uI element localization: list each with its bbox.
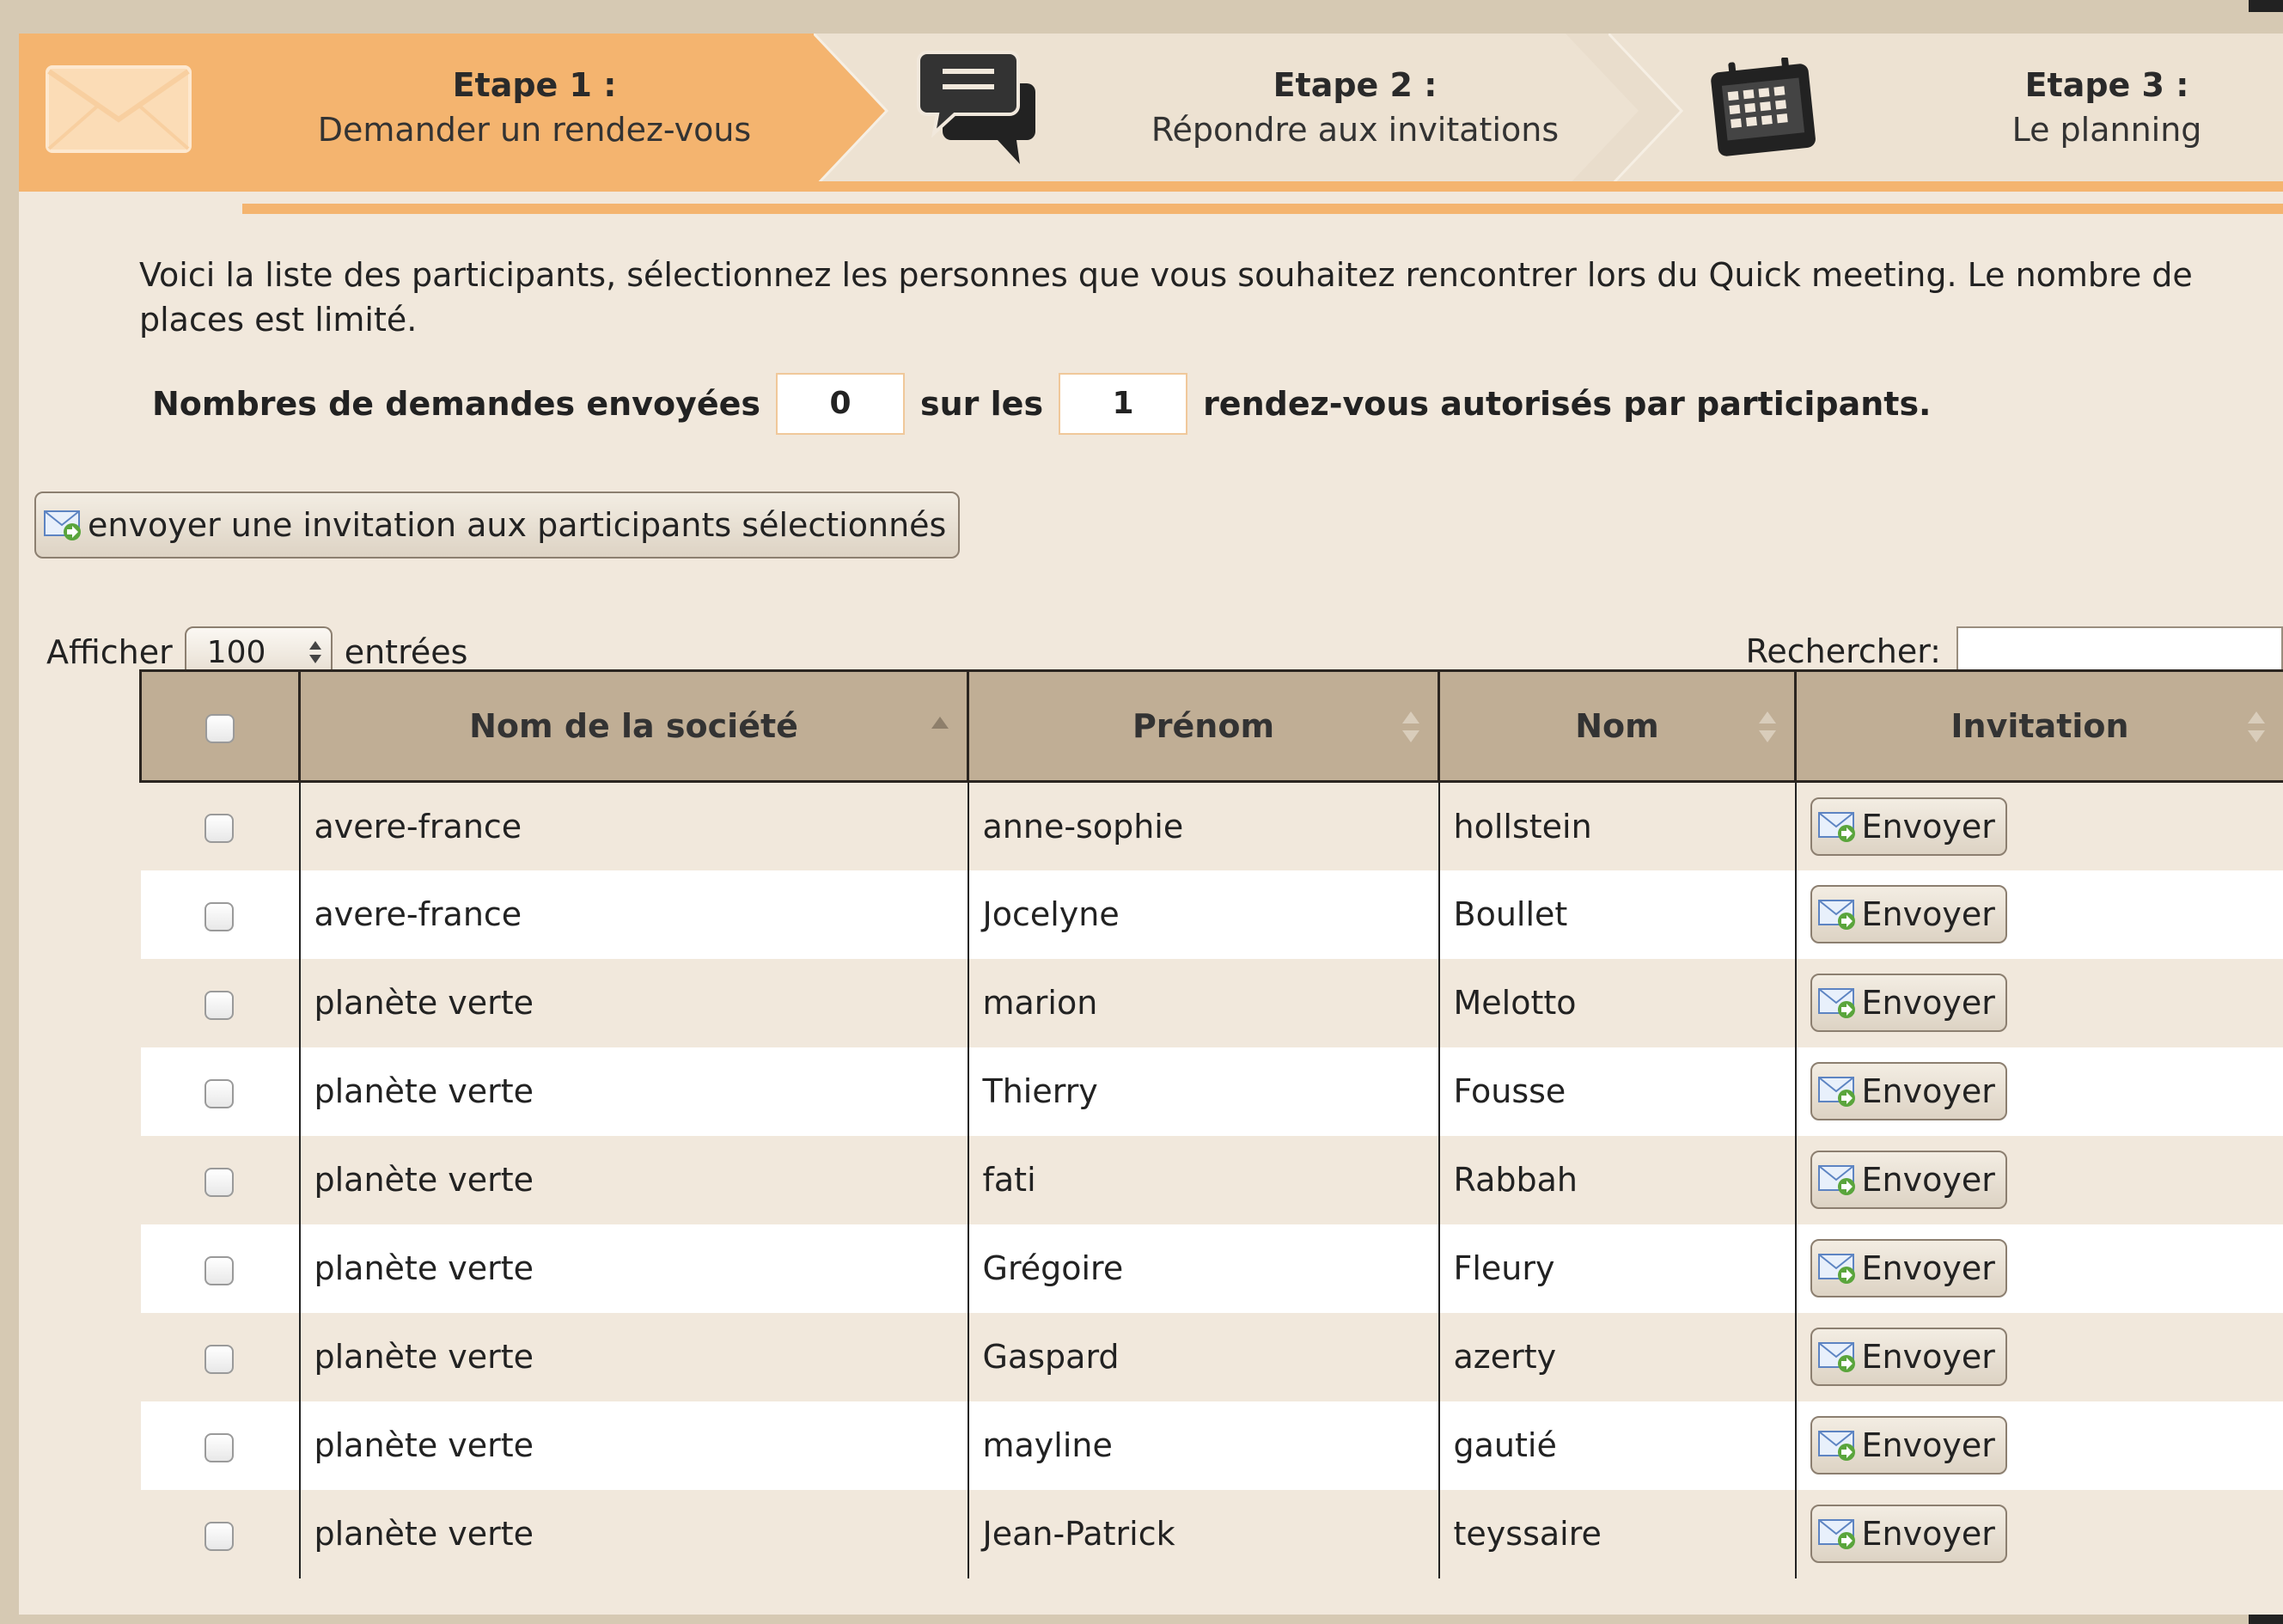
row-checkbox[interactable] <box>204 1256 234 1285</box>
participants-table <box>139 669 2283 1578</box>
chat-bubbles-icon <box>917 49 1037 169</box>
send-mail-icon <box>43 508 84 542</box>
step-1-subtitle: Demander un rendez-vous <box>317 111 752 149</box>
send-invitation-label: Envoyer <box>1861 1072 1995 1110</box>
column-header-company[interactable] <box>300 671 968 782</box>
send-invitation-label: Envoyer <box>1861 895 1995 933</box>
select-all-checkbox[interactable] <box>205 714 235 743</box>
table-row <box>141 870 2283 959</box>
search-label: Rechercher: <box>1745 632 1941 670</box>
company-cell: planète verte <box>300 1313 968 1401</box>
step-2-text <box>1097 63 1613 152</box>
row-select-cell <box>141 959 300 1047</box>
step-3-text <box>1935 63 2279 152</box>
lastname-cell: gautié <box>1439 1401 1796 1490</box>
row-select-cell <box>141 1136 300 1224</box>
steps-bar <box>19 34 2283 188</box>
send-mail-icon <box>1817 809 1859 844</box>
invitation-cell <box>1796 1047 2283 1136</box>
row-select-cell <box>141 782 300 870</box>
lastname-cell: Fousse <box>1439 1047 1796 1136</box>
row-select-cell <box>141 1401 300 1490</box>
send-mail-icon <box>1817 897 1859 931</box>
company-cell: planète verte <box>300 1136 968 1224</box>
lastname-cell: hollstein <box>1439 782 1796 870</box>
step-1-title: Etape 1 : <box>452 66 617 104</box>
send-invitation-button[interactable] <box>1810 885 2007 943</box>
table-row <box>141 1136 2283 1224</box>
select-all-header <box>141 671 300 782</box>
row-checkbox[interactable] <box>204 991 234 1020</box>
send-invitation-button[interactable] <box>1810 974 2007 1032</box>
firstname-cell: fati <box>968 1136 1439 1224</box>
send-mail-icon <box>1817 986 1859 1020</box>
send-invitation-button[interactable] <box>1810 1151 2007 1209</box>
step-3[interactable] <box>1608 34 2283 188</box>
select-arrows-icon <box>308 639 322 665</box>
firstname-cell: marion <box>968 959 1439 1047</box>
row-checkbox[interactable] <box>204 1079 234 1108</box>
step-2[interactable] <box>814 34 1639 188</box>
invitation-cell <box>1796 1313 2283 1401</box>
step-3-subtitle: Le planning <box>2011 111 2202 149</box>
send-invitation-label: Envoyer <box>1861 1161 1995 1199</box>
sent-count: 0 <box>776 373 905 435</box>
participants-table-wrapper <box>139 669 2283 1578</box>
row-select-cell <box>141 1313 300 1401</box>
steps-separator <box>242 204 2283 214</box>
company-cell: planète verte <box>300 1047 968 1136</box>
invitation-cell <box>1796 1136 2283 1224</box>
invitation-cell <box>1796 1224 2283 1313</box>
column-header-invitation-label: Invitation <box>1950 707 2129 745</box>
request-counts <box>152 373 1932 435</box>
page-length-value: 100 <box>206 634 266 670</box>
row-select-cell <box>141 870 300 959</box>
table-row <box>141 1401 2283 1490</box>
invitation-cell <box>1796 870 2283 959</box>
column-header-lastname-label: Nom <box>1575 707 1659 745</box>
send-mail-icon <box>1817 1251 1859 1285</box>
sort-both-icon <box>1401 710 1420 744</box>
send-invitation-button[interactable] <box>1810 1328 2007 1386</box>
firstname-cell: anne-sophie <box>968 782 1439 870</box>
invite-selected-label: envoyer une invitation aux participants sélectionnés <box>88 506 947 544</box>
table-row <box>141 1224 2283 1313</box>
company-cell: planète verte <box>300 959 968 1047</box>
lastname-cell: Melotto <box>1439 959 1796 1047</box>
column-header-lastname[interactable] <box>1439 671 1796 782</box>
firstname-cell: Jean-Patrick <box>968 1490 1439 1578</box>
calendar-icon <box>1707 58 1819 161</box>
allowed-count: 1 <box>1059 373 1187 435</box>
send-mail-icon <box>1817 1074 1859 1108</box>
table-body <box>141 782 2283 1578</box>
send-invitation-label: Envoyer <box>1861 984 1995 1022</box>
send-mail-icon <box>1817 1517 1859 1551</box>
count-suffix: rendez-vous autorisés par participants. <box>1203 385 1932 423</box>
row-select-cell <box>141 1047 300 1136</box>
table-row <box>141 1313 2283 1401</box>
column-header-invitation[interactable] <box>1796 671 2283 782</box>
company-cell: planète verte <box>300 1401 968 1490</box>
lastname-cell: Fleury <box>1439 1224 1796 1313</box>
step-2-title: Etape 2 : <box>1273 66 1438 104</box>
row-checkbox[interactable] <box>204 814 234 843</box>
send-invitation-button[interactable] <box>1810 1416 2007 1474</box>
invitation-cell <box>1796 1490 2283 1578</box>
company-cell: avere-france <box>300 870 968 959</box>
table-row <box>141 1047 2283 1136</box>
sort-both-icon <box>2247 710 2266 744</box>
table-row <box>141 1490 2283 1578</box>
send-invitation-button[interactable] <box>1810 1239 2007 1297</box>
invitation-cell <box>1796 1401 2283 1490</box>
company-cell: planète verte <box>300 1224 968 1313</box>
firstname-cell: Thierry <box>968 1047 1439 1136</box>
lastname-cell: azerty <box>1439 1313 1796 1401</box>
lastname-cell: teyssaire <box>1439 1490 1796 1578</box>
length-label-before: Afficher <box>46 633 173 671</box>
lastname-cell: Rabbah <box>1439 1136 1796 1224</box>
invitation-cell <box>1796 782 2283 870</box>
step-1[interactable] <box>19 34 887 188</box>
length-label-after: entrées <box>344 633 468 671</box>
send-invitation-label: Envoyer <box>1861 1426 1995 1464</box>
table-row <box>141 782 2283 870</box>
company-cell: avere-france <box>300 782 968 870</box>
send-invitation-label: Envoyer <box>1861 1249 1995 1287</box>
firstname-cell: Gaspard <box>968 1313 1439 1401</box>
intro-text: Voici la liste des participants, sélectionnez les personnes que vous souhaitez rencontrer lors du Quick meeting. Le nombre de places est limité. <box>139 256 2193 339</box>
envelope-icon <box>45 64 192 154</box>
send-invitation-label: Envoyer <box>1861 807 1995 846</box>
step-1-text <box>277 63 792 152</box>
column-header-firstname[interactable] <box>968 671 1439 782</box>
send-invitation-button[interactable] <box>1810 1505 2007 1563</box>
count-middle: sur les <box>920 385 1044 423</box>
sort-asc-icon <box>931 710 949 744</box>
send-invitation-button[interactable] <box>1810 797 2007 856</box>
row-select-cell <box>141 1224 300 1313</box>
row-checkbox[interactable] <box>204 1433 234 1462</box>
table-row <box>141 959 2283 1047</box>
send-invitation-button[interactable] <box>1810 1062 2007 1120</box>
step-2-subtitle: Répondre aux invitations <box>1151 111 1560 149</box>
row-checkbox[interactable] <box>204 1345 234 1374</box>
send-invitation-label: Envoyer <box>1861 1515 1995 1553</box>
firstname-cell: mayline <box>968 1401 1439 1490</box>
row-checkbox[interactable] <box>204 902 234 931</box>
sort-both-icon <box>1758 710 1777 744</box>
window-corner <box>2249 0 2283 12</box>
row-checkbox[interactable] <box>204 1522 234 1551</box>
firstname-cell: Grégoire <box>968 1224 1439 1313</box>
send-invitation-label: Envoyer <box>1861 1338 1995 1376</box>
company-cell: planète verte <box>300 1490 968 1578</box>
invite-selected-button[interactable] <box>34 491 960 559</box>
main-panel <box>19 34 2283 1615</box>
send-mail-icon <box>1817 1340 1859 1374</box>
send-mail-icon <box>1817 1428 1859 1462</box>
invitation-cell <box>1796 959 2283 1047</box>
lastname-cell: Boullet <box>1439 870 1796 959</box>
column-header-company-label: Nom de la société <box>469 707 798 745</box>
row-select-cell <box>141 1490 300 1578</box>
firstname-cell: Jocelyne <box>968 870 1439 959</box>
row-checkbox[interactable] <box>204 1168 234 1197</box>
send-mail-icon <box>1817 1163 1859 1197</box>
count-prefix: Nombres de demandes envoyées <box>152 385 760 423</box>
step-3-title: Etape 3 : <box>2024 66 2189 104</box>
steps-underline <box>19 181 2283 192</box>
column-header-firstname-label: Prénom <box>1132 707 1275 745</box>
table-header-row <box>141 671 2283 782</box>
